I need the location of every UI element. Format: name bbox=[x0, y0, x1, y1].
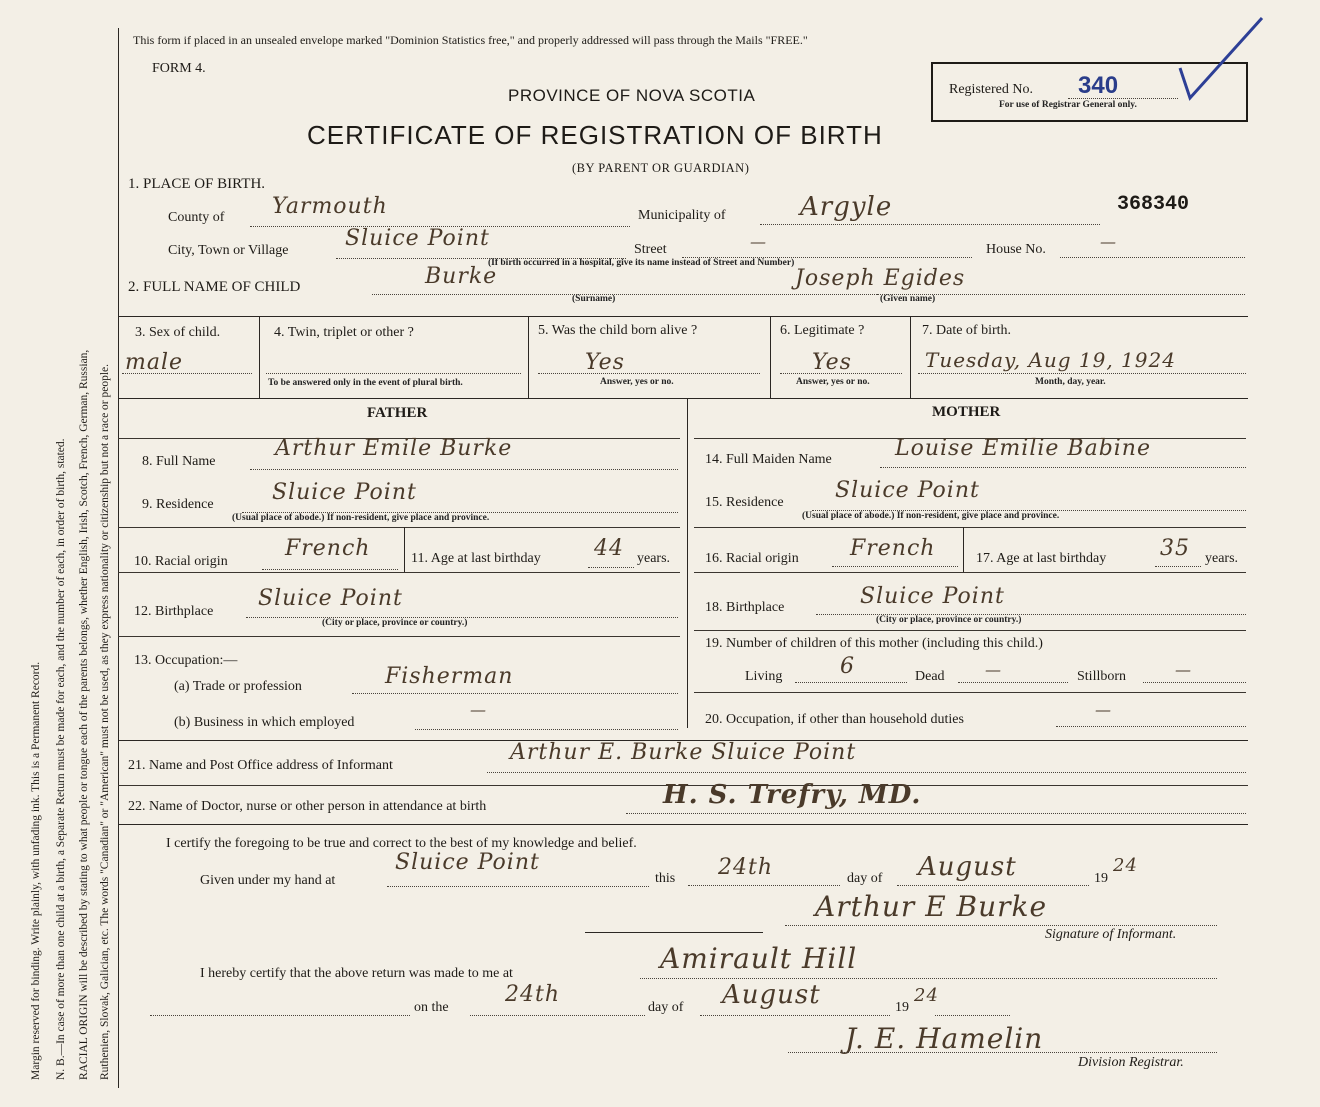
father-residence-label: 9. Residence bbox=[142, 497, 214, 512]
mail-note: This form if placed in an unsealed envelope marked "Dominion Statistics free," and properly addressed will pass through the Mails "FREE." bbox=[133, 33, 808, 47]
living-value: 6 bbox=[840, 654, 855, 679]
check-mark-icon bbox=[1170, 10, 1270, 110]
certify-statement: I certify the foregoing to be true and correct to the best of my knowledge and belief. bbox=[166, 836, 637, 851]
nb-note: N. B.—In case of more than one child at a birth, a Separate Return must be made for each, and the number of each, in order of birth, stated. bbox=[55, 438, 67, 1080]
child-given-name-value: Joseph Egides bbox=[795, 266, 966, 291]
legitimate-value: Yes bbox=[812, 350, 852, 375]
mother-age-unit: years. bbox=[1205, 551, 1239, 566]
mother-racial-label: 16. Racial origin bbox=[705, 551, 799, 566]
dob-note: Month, day, year. bbox=[1035, 377, 1106, 387]
born-alive-label: 5. Was the child born alive ? bbox=[538, 323, 698, 338]
dead-label: Dead bbox=[915, 669, 945, 684]
house-value: — bbox=[1100, 232, 1117, 251]
father-name-label: 8. Full Name bbox=[142, 454, 216, 469]
page-title: CERTIFICATE OF REGISTRATION OF BIRTH bbox=[307, 120, 883, 150]
child-name-label: 2. FULL NAME OF CHILD bbox=[128, 279, 301, 295]
given-year-value: 24 bbox=[1113, 855, 1138, 876]
mother-age-label: 17. Age at last birthday bbox=[976, 551, 1107, 566]
province-heading: PROVINCE OF NOVA SCOTIA bbox=[508, 86, 756, 105]
twin-label: 4. Twin, triplet or other ? bbox=[274, 325, 414, 340]
city-value: Sluice Point bbox=[345, 226, 490, 251]
stamp-number: 368340 bbox=[1117, 193, 1190, 216]
doctor-value: H. S. Trefry, MD. bbox=[663, 780, 922, 810]
father-birthplace-note: (City or place, province or country.) bbox=[322, 618, 468, 628]
informant-signature-caption: Signature of Informant. bbox=[1045, 927, 1177, 942]
mother-age-value: 35 bbox=[1160, 536, 1190, 561]
business-value: — bbox=[470, 700, 487, 719]
living-label: Living bbox=[745, 669, 783, 684]
registrar-signature: J. E. Hamelin bbox=[845, 1022, 1044, 1055]
registrar-year-value: 24 bbox=[914, 985, 939, 1006]
mother-occupation-value: — bbox=[1095, 700, 1112, 719]
surname-caption: (Surname) bbox=[572, 294, 616, 304]
registrar-place-value: Amirault Hill bbox=[660, 942, 858, 975]
child-surname-value: Burke bbox=[425, 264, 498, 289]
father-name-value: Arthur Emile Burke bbox=[275, 436, 513, 461]
born-alive-note: Answer, yes or no. bbox=[600, 377, 674, 387]
legitimate-note: Answer, yes or no. bbox=[796, 377, 870, 387]
mother-residence-value: Sluice Point bbox=[835, 478, 980, 503]
mother-residence-label: 15. Residence bbox=[705, 495, 784, 510]
father-racial-label: 10. Racial origin bbox=[134, 554, 228, 569]
registrar-statement: I hereby certify that the above return was made to me at bbox=[200, 966, 513, 981]
legitimate-label: 6. Legitimate ? bbox=[780, 323, 865, 338]
municipality-label: Municipality of bbox=[638, 208, 726, 223]
father-residence-value: Sluice Point bbox=[272, 480, 417, 505]
mother-heading: MOTHER bbox=[932, 404, 1001, 420]
registrar-note: For use of Registrar General only. bbox=[999, 100, 1137, 110]
father-birthplace-label: 12. Birthplace bbox=[134, 604, 214, 619]
city-label: City, Town or Village bbox=[168, 243, 289, 258]
dead-value: — bbox=[985, 660, 1002, 679]
mother-birthplace-note: (City or place, province or country.) bbox=[876, 615, 1022, 625]
house-label: House No. bbox=[986, 242, 1046, 257]
mother-racial-value: French bbox=[850, 536, 936, 561]
doctor-label: 22. Name of Doctor, nurse or other person in attendance at birth bbox=[128, 799, 487, 814]
father-birthplace-value: Sluice Point bbox=[258, 586, 403, 611]
given-month-value: August bbox=[918, 852, 1017, 882]
mother-residence-note: (Usual place of abode.) If non-resident, give place and province. bbox=[802, 511, 1060, 521]
registered-label: Registered No. bbox=[949, 82, 1033, 97]
trade-label: (a) Trade or profession bbox=[174, 679, 302, 694]
dob-label: 7. Date of birth. bbox=[922, 323, 1012, 338]
father-age-label: 11. Age at last birthday bbox=[411, 551, 541, 566]
father-residence-note: (Usual place of abode.) If non-resident, give place and province. bbox=[232, 513, 490, 523]
father-age-unit: years. bbox=[637, 551, 671, 566]
dob-value: Tuesday, Aug 19, 1924 bbox=[925, 348, 1176, 372]
municipality-value: Argyle bbox=[800, 192, 893, 222]
registrar-day-of-label: day of bbox=[648, 1000, 684, 1015]
street-label: Street bbox=[634, 242, 667, 257]
registrar-month-value: August bbox=[722, 980, 821, 1010]
given-year-prefix: 19 bbox=[1094, 871, 1108, 886]
racial-origin-note-1: RACIAL ORIGIN will be described by stating to what people or tongue each of the parents belongs, whether English, Irish, Scotch, French, German, Russian, bbox=[78, 349, 90, 1080]
form-number: FORM 4. bbox=[152, 61, 206, 76]
given-day-of-label: day of bbox=[847, 871, 883, 886]
father-occupation-label: 13. Occupation:— bbox=[134, 653, 238, 668]
page-subtitle: (BY PARENT OR GUARDIAN) bbox=[572, 161, 750, 175]
informant-signature: Arthur E Burke bbox=[815, 890, 1048, 923]
mother-name-label: 14. Full Maiden Name bbox=[705, 452, 832, 467]
father-heading: FATHER bbox=[367, 405, 428, 421]
sex-value: male bbox=[125, 350, 184, 375]
given-under-hand-label: Given under my hand at bbox=[200, 873, 336, 888]
father-age-value: 44 bbox=[594, 536, 624, 561]
given-name-caption: (Given name) bbox=[880, 294, 936, 304]
registered-number: 340 bbox=[1078, 72, 1119, 99]
mother-birthplace-label: 18. Birthplace bbox=[705, 600, 785, 615]
trade-value: Fisherman bbox=[385, 664, 514, 689]
mother-occupation-label: 20. Occupation, if other than household duties bbox=[705, 712, 964, 727]
father-racial-value: French bbox=[285, 536, 371, 561]
racial-origin-note-2: Ruthenien, Slovak, Galician, etc. The words "Canadian" or "American" must not be used, as they express nationality or citizenship but not a race or people. bbox=[99, 363, 111, 1080]
binding-margin-line bbox=[118, 28, 119, 1088]
born-alive-value: Yes bbox=[585, 350, 625, 375]
registrar-year-prefix: 19 bbox=[895, 1000, 909, 1015]
registrar-signature-caption: Division Registrar. bbox=[1078, 1055, 1184, 1070]
margin-note: Margin reserved for binding. Write plainly, with unfading ink. This is a Permanent Record. bbox=[30, 661, 42, 1080]
sex-label: 3. Sex of child. bbox=[135, 325, 221, 340]
hospital-note: (If birth occurred in a hospital, give its name instead of Street and Number) bbox=[488, 258, 795, 268]
county-value: Yarmouth bbox=[272, 194, 388, 219]
given-day-value: 24th bbox=[718, 855, 774, 880]
place-of-birth-heading: 1. PLACE OF BIRTH. bbox=[128, 176, 266, 192]
mother-name-value: Louise Emilie Babine bbox=[895, 436, 1151, 461]
this-label: this bbox=[655, 871, 676, 886]
informant-label: 21. Name and Post Office address of Informant bbox=[128, 758, 393, 773]
children-count-label: 19. Number of children of this mother (including this child.) bbox=[705, 636, 1043, 651]
stillborn-label: Stillborn bbox=[1077, 669, 1127, 684]
street-value: — bbox=[750, 232, 767, 251]
informant-value: Arthur E. Burke Sluice Point bbox=[510, 740, 857, 765]
given-at-value: Sluice Point bbox=[395, 850, 540, 875]
twin-note: To be answered only in the event of plural birth. bbox=[268, 378, 463, 388]
on-the-label: on the bbox=[414, 1000, 449, 1015]
stillborn-value: — bbox=[1175, 660, 1192, 679]
county-label: County of bbox=[168, 210, 225, 225]
business-label: (b) Business in which employed bbox=[174, 715, 355, 730]
mother-birthplace-value: Sluice Point bbox=[860, 584, 1005, 609]
registrar-day-value: 24th bbox=[505, 982, 561, 1007]
